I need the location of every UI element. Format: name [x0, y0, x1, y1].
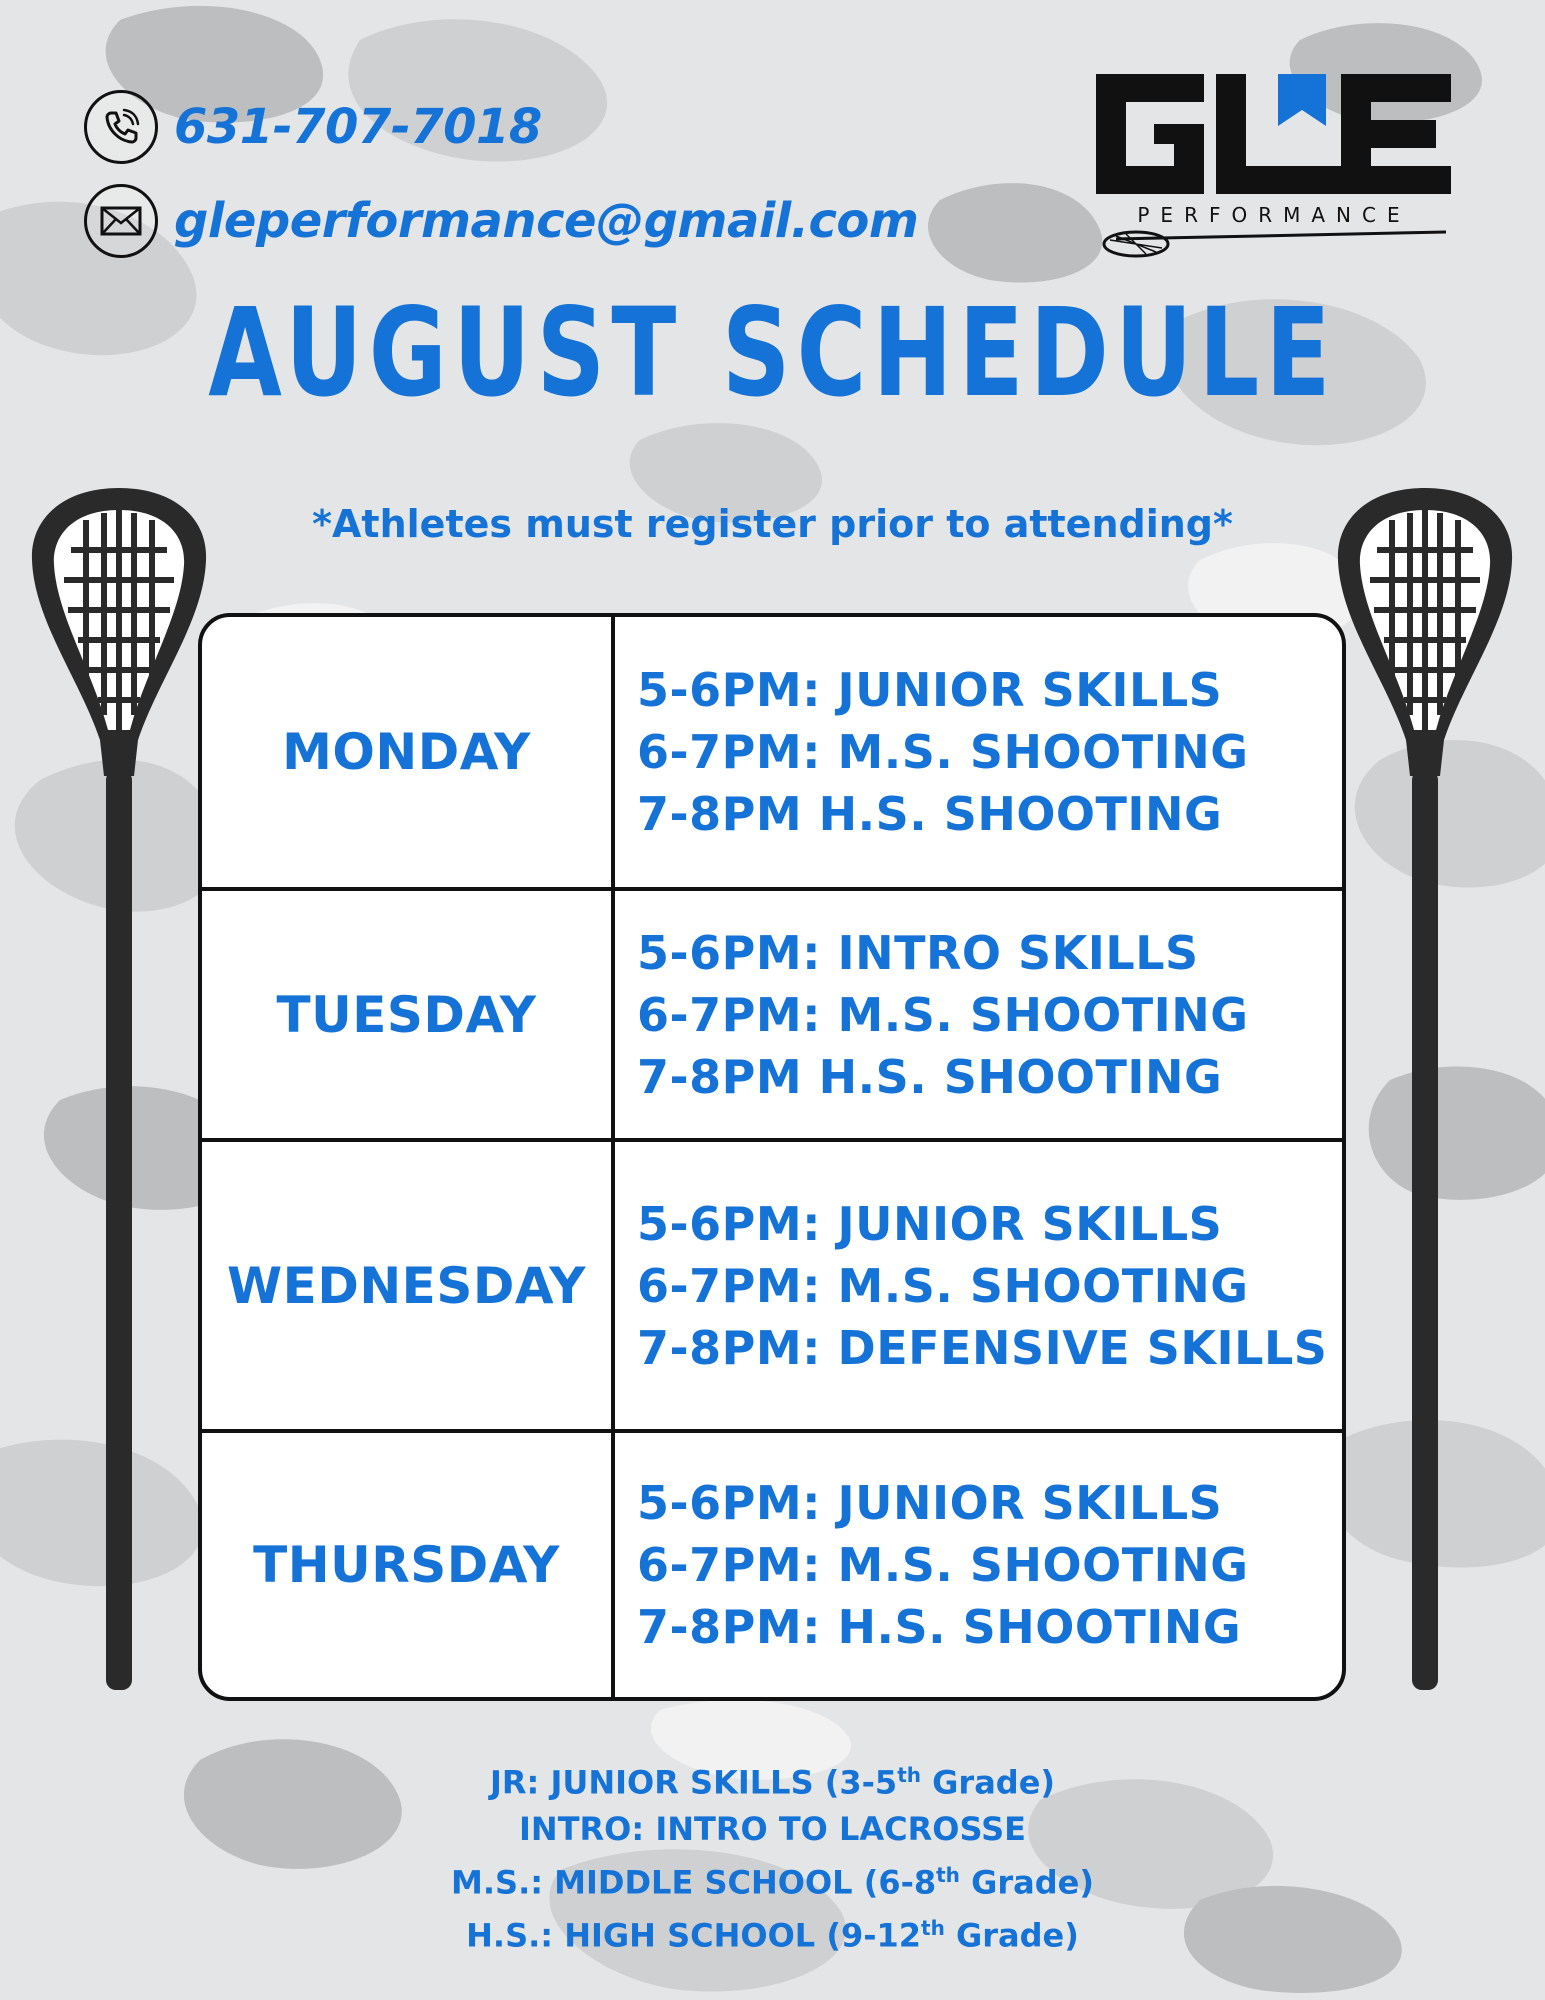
legend-item: INTRO: INTRO TO LACROSSE — [519, 1809, 1026, 1848]
session-item: 5-6PM: JUNIOR SKILLS — [637, 1196, 1223, 1251]
wednesday-sessions — [637, 1142, 1337, 1429]
lacrosse-stick-icon — [1332, 480, 1518, 1700]
legend-item: H.S.: HIGH SCHOOL (9-12th Grade) — [466, 1916, 1079, 1955]
email-address[interactable]: gleperformance@gmail.com — [174, 193, 919, 249]
session-item: 6-7PM: M.S. SHOOTING — [637, 1538, 1249, 1592]
logo-tagline: PERFORMANCE — [1137, 203, 1411, 227]
day-wednesday: WEDNESDAY — [227, 1256, 586, 1315]
session-item: 6-7PM: M.S. SHOOTING — [637, 725, 1249, 779]
session-item: 5-6PM: INTRO SKILLS — [637, 925, 1199, 980]
registration-notice: *Athletes must register prior to attending* — [312, 502, 1233, 546]
session-item: 6-7PM: M.S. SHOOTING — [637, 1258, 1249, 1313]
thursday-sessions — [637, 1433, 1337, 1697]
envelope-icon — [84, 184, 158, 258]
monday-sessions — [637, 617, 1337, 887]
session-item: 7-8PM: H.S. SHOOTING — [637, 1600, 1242, 1654]
page-title: AUGUST SCHEDULE — [208, 282, 1337, 424]
session-item: 6-7PM: M.S. SHOOTING — [637, 987, 1249, 1042]
tuesday-sessions — [637, 891, 1337, 1138]
day-tuesday: TUESDAY — [276, 985, 537, 1044]
session-item: 5-6PM: JUNIOR SKILLS — [637, 1476, 1223, 1530]
column-divider — [611, 617, 615, 1697]
phone-contact[interactable] — [84, 90, 542, 164]
session-item: 7-8PM H.S. SHOOTING — [637, 787, 1223, 841]
legend-item: JR: JUNIOR SKILLS (3-5th Grade) — [489, 1763, 1056, 1802]
phone-number[interactable]: 631-707-7018 — [174, 99, 542, 155]
abbreviation-legend — [0, 1752, 1545, 1959]
phone-icon — [84, 90, 158, 164]
day-thursday: THURSDAY — [253, 1536, 560, 1594]
legend-item: M.S.: MIDDLE SCHOOL (6-8th Grade) — [451, 1862, 1094, 1902]
session-item: 5-6PM: JUNIOR SKILLS — [637, 663, 1223, 717]
session-item: 7-8PM: DEFENSIVE SKILLS — [637, 1320, 1328, 1375]
gle-performance-logo — [1096, 74, 1451, 264]
day-monday: MONDAY — [282, 723, 531, 781]
email-contact[interactable] — [84, 184, 918, 258]
session-item: 7-8PM H.S. SHOOTING — [637, 1049, 1223, 1104]
schedule-table — [198, 613, 1346, 1701]
lacrosse-stick-icon — [26, 480, 212, 1700]
